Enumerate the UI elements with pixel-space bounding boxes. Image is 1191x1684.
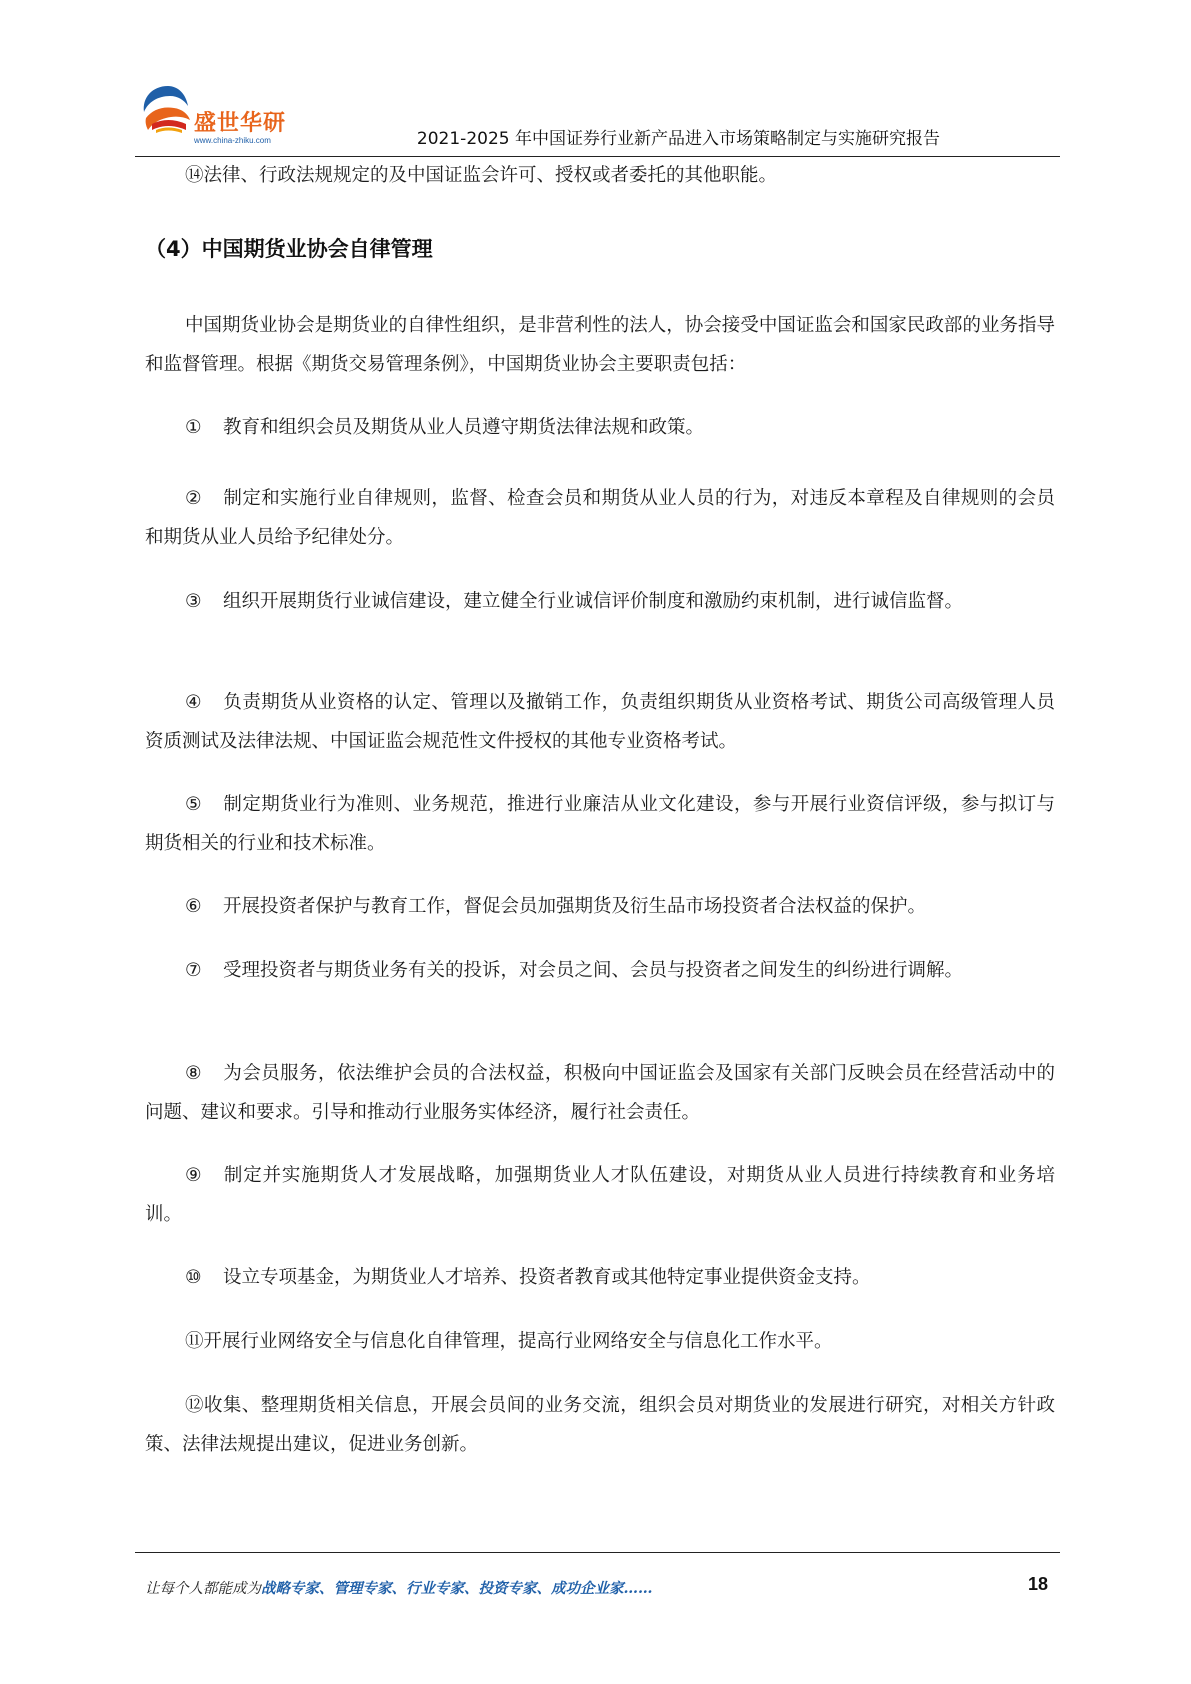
item-text: 负责期货从业资格的认定、管理以及撤销工作，负责组织期货从业资格考试、期货公司高级管理人员资质测试及法律法规、中国证监会规范性文件授权的其他专业资格考试。 [145, 692, 1055, 752]
item-marker: ④ [185, 692, 202, 713]
item-text: 为会员服务，依法维护会员的合法权益，积极向中国证监会及国家有关部门反映会员在经营活动中的问题、建议和要求。引导和推动行业服务实体经济，履行社会责任。 [145, 1063, 1055, 1123]
item-marker: ⑨ [185, 1165, 202, 1186]
item-marker: ⑤ [185, 794, 202, 815]
list-item [145, 887, 1055, 926]
item-marker: ① [185, 417, 202, 438]
item-text: 组织开展期货行业诚信建设，建立健全行业诚信评价制度和激励约束机制，进行诚信监督。 [223, 591, 964, 612]
footer-tagline-prefix: 让每个人都能成为 [145, 1581, 261, 1597]
logo-name: 盛世华研 [194, 111, 287, 136]
item-text: 受理投资者与期货业务有关的投诉，对会员之间、会员与投资者之间发生的纠纷进行调解。 [223, 960, 964, 981]
section-heading: （4）中国期货业协会自律管理 [145, 237, 433, 261]
item-text: 开展投资者保护与教育工作，督促会员加强期货及衍生品市场投资者合法权益的保护。 [223, 896, 927, 917]
list-item [145, 683, 1055, 761]
item-12: ⑫收集、整理期货相关信息，开展会员间的业务交流，组织会员对期货业的发展进行研究，对相关方针政策、法律法规提出建议，促进业务创新。 [145, 1395, 1055, 1455]
list-item [145, 582, 1055, 621]
item-text: 制定和实施行业自律规则，监督、检查会员和期货从业人员的行为，对违反本章程及自律规则的会员和期货从业人员给予纪律处分。 [145, 488, 1055, 548]
page-number: 18 [1027, 1574, 1048, 1594]
list-item [145, 1054, 1055, 1132]
item-marker: ② [185, 488, 202, 509]
item-text: 制定并实施期货人才发展战略，加强期货业人才队伍建设，对期货从业人员进行持续教育和业务培训。 [145, 1165, 1055, 1225]
list-item [145, 785, 1055, 863]
item-marker: ⑩ [185, 1267, 202, 1288]
item-marker: ⑧ [185, 1063, 202, 1084]
item-text: 教育和组织会员及期货从业人员遵守期货法律法规和政策。 [223, 417, 705, 438]
item-marker: ⑦ [185, 960, 202, 981]
logo-mark-icon [138, 80, 198, 140]
footer-tagline [145, 1577, 653, 1598]
item-14: ⑭法律、行政法规规定的及中国证监会许可、授权或者委托的其他职能。 [185, 165, 778, 186]
item-11: ⑪开展行业网络安全与信息化自律管理，提高行业网络安全与信息化工作水平。 [185, 1331, 833, 1352]
company-logo [138, 80, 318, 155]
item-text: 制定期货业行为准则、业务规范，推进行业廉洁从业文化建设，参与开展行业资信评级，参与拟订与期货相关的行业和技术标准。 [145, 794, 1055, 854]
list-item [145, 479, 1055, 557]
item-marker: ③ [185, 591, 202, 612]
list-item [145, 1258, 1055, 1297]
footer-tagline-highlight: 战略专家、管理专家、行业专家、投资专家、成功企业家…… [261, 1580, 653, 1597]
footer-divider [135, 1552, 1060, 1553]
item-marker: ⑥ [185, 896, 202, 917]
logo-url: www.china-zhiku.com [194, 136, 271, 145]
intro-paragraph: 中国期货业协会是期货业的自律性组织，是非营利性的法人，协会接受中国证监会和国家民政部的业务指导和监督管理。根据《期货交易管理条例》，中国期货业协会主要职责包括： [145, 315, 1055, 375]
list-item [145, 1156, 1055, 1234]
document-title: 2021-2025 年中国证券行业新产品进入市场策略制定与实施研究报告 [416, 129, 940, 149]
list-item [145, 951, 1055, 990]
list-item [145, 408, 1055, 447]
item-text: 设立专项基金，为期货业人才培养、投资者教育或其他特定事业提供资金支持。 [223, 1267, 871, 1288]
